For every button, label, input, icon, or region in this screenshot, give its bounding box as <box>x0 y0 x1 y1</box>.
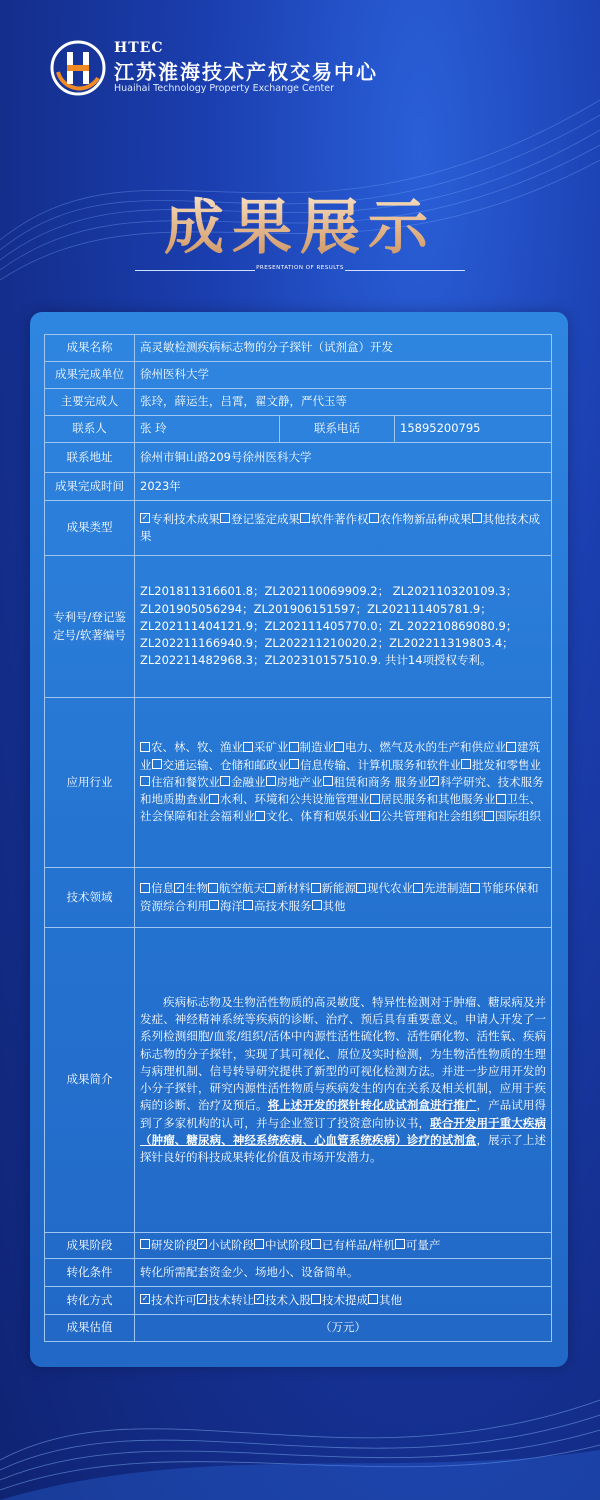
checkbox-option[interactable] <box>334 740 506 754</box>
checkbox-unchecked-icon[interactable] <box>311 883 321 893</box>
checkbox-label: 住宿和餐饮业 <box>151 774 220 789</box>
checkbox-label: 制造业 <box>299 740 334 755</box>
checkbox-unchecked-icon[interactable] <box>368 1294 378 1304</box>
checkbox-checked-icon[interactable]: ✓ <box>255 1294 263 1304</box>
checkbox-label: 房地产业 <box>276 774 323 789</box>
checkbox-option[interactable] <box>208 881 265 895</box>
checkbox-label: 航空航天 <box>219 881 265 896</box>
unit-label: 成果完成单位 <box>45 362 135 389</box>
checkbox-option[interactable] <box>140 1293 197 1307</box>
people-label: 主要完成人 <box>45 389 135 416</box>
checkbox-label: 研发阶段 <box>151 1237 197 1252</box>
checkbox-option[interactable] <box>254 1293 311 1307</box>
checkbox-checked-icon[interactable]: ✓ <box>175 882 183 892</box>
checkbox-unchecked-icon[interactable] <box>140 883 150 893</box>
brand-logo <box>48 38 378 108</box>
checkbox-label: 已有样品/样机 <box>322 1237 395 1252</box>
table-row <box>45 416 552 443</box>
checkbox-label: 科学研究、技术服务和地质勘查业 <box>140 774 544 807</box>
checkbox-checked-icon[interactable]: ✓ <box>198 1239 206 1249</box>
checkbox-option[interactable] <box>140 881 174 895</box>
checkbox-label: 可量产 <box>405 1237 441 1252</box>
checkbox-option[interactable] <box>140 740 243 754</box>
checkbox-option[interactable] <box>312 899 346 913</box>
summary-part-2: ，产品试用得到了多家机构的认可，并与企业签订了投资意向协议书， <box>140 1098 547 1130</box>
checkbox-option[interactable] <box>243 740 289 754</box>
checkbox-unchecked-icon[interactable] <box>208 883 218 893</box>
table-row <box>45 556 552 698</box>
checkbox-label: 高技术服务 <box>254 898 312 913</box>
summary-part-3: ，展示了上述探针良好的科技成果转化价值及市场开发潜力。 <box>140 1132 546 1164</box>
checkbox-label: 水利、环境和公共设施管理业 <box>220 792 370 807</box>
checkbox-checked-icon[interactable]: ✓ <box>141 1294 149 1304</box>
page-subtitle: PRESENTATION OF RESULTS <box>256 265 344 271</box>
checkbox-label: 其他技术成果 <box>140 511 540 543</box>
checkbox-unchecked-icon[interactable] <box>243 742 253 752</box>
checkbox-unchecked-icon[interactable] <box>506 742 516 752</box>
patent-line: ZL201905056294；ZL201906151597；ZL202111405781.9； <box>140 601 492 616</box>
checkbox-option[interactable] <box>369 512 472 526</box>
checkbox-option[interactable] <box>289 740 335 754</box>
valuation-label: 成果估值 <box>45 1315 135 1342</box>
type-options <box>135 501 552 556</box>
summary-part-1: 疾病标志物及生物活性物质的高灵敏度、特异性检测对于肿瘤、糖尿病及并发症、神经精神系统等疾病的诊断、治疗、预后具有重要意义。申请人开发了一系列检测细胞/血浆/组织/活体中内源性活性硫化物、活性硒化物、活性氧、疾病标志物的分子探针，实现了其可视化、原位及实时检测，为生物活性物质的生理与病理机制、信号转导研究提供了新型的可视化检测方法。并进一步应用开发的小分子探针，研究内源性活性物质与疾病发生的内在关系及相关机制，应用于疾病的诊断、治疗及预后。 <box>140 994 546 1113</box>
checkbox-unchecked-icon[interactable] <box>209 900 219 910</box>
checkbox-label: 技术提成 <box>322 1292 368 1307</box>
checkbox-option[interactable] <box>197 1293 254 1307</box>
checkbox-option[interactable] <box>243 899 312 913</box>
checkbox-label: 节能环保和资源综合利用 <box>140 881 539 913</box>
checkbox-option[interactable] <box>395 1238 441 1252</box>
checkbox-option[interactable] <box>140 512 220 526</box>
checkbox-option[interactable] <box>356 881 413 895</box>
checkbox-unchecked-icon[interactable] <box>311 1294 321 1304</box>
checkbox-checked-icon[interactable]: ✓ <box>430 776 438 786</box>
checkbox-label: 采矿业 <box>254 740 289 755</box>
checkbox-label: 批发和零售业 <box>472 757 541 772</box>
checkbox-label: 交通运输、仓储和邮政业 <box>162 757 289 772</box>
table-row <box>45 389 552 416</box>
summary-label: 成果简介 <box>45 928 135 1233</box>
achievement-table <box>44 334 552 1342</box>
table-row <box>45 1315 552 1342</box>
checkbox-unchecked-icon[interactable] <box>461 759 471 769</box>
checkbox-label: 居民服务和其他服务业 <box>380 792 496 807</box>
checkbox-option[interactable] <box>254 1238 311 1252</box>
summary-highlight-1: 将上述开发的探针转化成试剂盒进行推广 <box>267 1098 477 1113</box>
summary-highlight-2: 联合开发用于重大疾病（肿瘤、糖尿病、神经系统疾病、心血管系统疾病）诊疗的试剂盒 <box>140 1115 547 1147</box>
checkbox-option[interactable] <box>484 809 541 823</box>
checkbox-option[interactable] <box>311 881 357 895</box>
checkbox-unchecked-icon[interactable] <box>289 742 299 752</box>
checkbox-unchecked-icon[interactable] <box>255 811 265 821</box>
checkbox-unchecked-icon[interactable] <box>266 776 276 786</box>
checkbox-label: 技术入股 <box>265 1292 311 1307</box>
checkbox-label: 先进制造 <box>424 881 470 896</box>
phone-value: 15895200795 <box>395 416 552 443</box>
address-value: 徐州市铜山路209号徐州医科大学 <box>135 443 552 473</box>
checkbox-option[interactable] <box>174 881 208 895</box>
checkbox-option[interactable] <box>255 809 370 823</box>
checkbox-unchecked-icon[interactable] <box>356 883 366 893</box>
checkbox-unchecked-icon[interactable] <box>220 513 230 523</box>
table-row <box>45 868 552 928</box>
checkbox-unchecked-icon[interactable] <box>140 776 150 786</box>
contact-value: 张 玲 <box>135 416 280 443</box>
checkbox-label: 海洋 <box>220 898 243 913</box>
htec-logo-icon <box>48 38 108 98</box>
checkbox-unchecked-icon[interactable] <box>496 794 506 804</box>
checkbox-unchecked-icon[interactable] <box>413 883 423 893</box>
checkbox-option[interactable] <box>265 881 311 895</box>
checkbox-label: 小试阶段 <box>208 1237 254 1252</box>
checkbox-option[interactable] <box>368 1293 402 1307</box>
table-row <box>45 928 552 1233</box>
checkbox-label: 中试阶段 <box>265 1237 311 1252</box>
summary-text <box>135 928 552 1233</box>
checkbox-unchecked-icon[interactable] <box>209 794 219 804</box>
stage-options <box>135 1233 552 1259</box>
checkbox-option[interactable] <box>209 899 243 913</box>
checkbox-checked-icon[interactable]: ✓ <box>141 513 149 523</box>
condition-label: 转化条件 <box>45 1259 135 1287</box>
checkbox-label: 新能源 <box>321 881 356 896</box>
patent-line: ZL202211166940.9；ZL202211210020.2；ZL202211319803.4； <box>140 636 514 651</box>
checkbox-label: 软件著作权 <box>311 511 369 526</box>
checkbox-option[interactable] <box>370 809 485 823</box>
table-row <box>45 443 552 473</box>
checkbox-label: 新材料 <box>276 881 311 896</box>
checkbox-unchecked-icon[interactable] <box>470 883 480 893</box>
name-label: 成果名称 <box>45 335 135 362</box>
checkbox-option[interactable] <box>152 758 290 772</box>
checkbox-unchecked-icon[interactable] <box>243 900 253 910</box>
checkbox-unchecked-icon[interactable] <box>140 742 150 752</box>
checkbox-label: 其他 <box>322 898 346 913</box>
checkbox-option[interactable] <box>311 1238 395 1252</box>
address-label: 联系地址 <box>45 443 135 473</box>
table-row <box>45 501 552 556</box>
checkbox-unchecked-icon[interactable] <box>472 513 482 523</box>
brand-abbr: HTEC <box>114 40 164 56</box>
checkbox-unchecked-icon[interactable] <box>220 776 230 786</box>
page-title: 成果展示 <box>0 180 600 266</box>
checkbox-label: 文化、体育和娱乐业 <box>266 809 370 824</box>
patent-line: ZL201811316601.8；ZL202110069909.2； ZL202110320109.3； <box>140 584 518 599</box>
table-row <box>45 335 552 362</box>
industry-label: 应用行业 <box>45 698 135 868</box>
checkbox-label: 现代农业 <box>367 881 413 896</box>
checkbox-label: 租赁和商务 服务业 <box>333 774 430 789</box>
time-value: 2023年 <box>135 473 552 501</box>
table-row <box>45 1287 552 1315</box>
people-value: 张玲，薛运生，吕霄，翟文静，严代玉等 <box>135 389 552 416</box>
patent-label: 专利号/登记鉴定号/软著编号 <box>45 556 135 698</box>
background-wave-bottom <box>0 1340 600 1500</box>
checkbox-option[interactable] <box>370 792 496 806</box>
checkbox-unchecked-icon[interactable] <box>300 513 310 523</box>
checkbox-unchecked-icon[interactable] <box>140 1239 150 1249</box>
brand-name-cn: 江苏淮海技术产权交易中心 <box>114 60 378 84</box>
checkbox-option[interactable] <box>220 775 266 789</box>
checkbox-label: 专利技术成果 <box>151 511 220 526</box>
checkbox-option[interactable] <box>461 758 541 772</box>
checkbox-unchecked-icon[interactable] <box>484 811 494 821</box>
checkbox-unchecked-icon[interactable] <box>289 759 299 769</box>
contact-label: 联系人 <box>45 416 135 443</box>
checkbox-label: 登记鉴定成果 <box>231 511 300 526</box>
checkbox-option[interactable] <box>220 512 300 526</box>
checkbox-label: 卫生、社会保障和社会福利业 <box>140 792 541 824</box>
tech-options <box>135 868 552 928</box>
checkbox-option[interactable] <box>289 758 461 772</box>
checkbox-unchecked-icon[interactable] <box>395 1239 405 1249</box>
checkbox-option[interactable] <box>311 1293 368 1307</box>
condition-value: 转化所需配套资金少、场地小、设备简单。 <box>135 1259 552 1287</box>
checkbox-unchecked-icon[interactable] <box>369 513 379 523</box>
checkbox-unchecked-icon[interactable] <box>334 742 344 752</box>
time-label: 成果完成时间 <box>45 473 135 501</box>
checkbox-option[interactable] <box>197 1238 254 1252</box>
checkbox-label: 技术转让 <box>208 1292 254 1307</box>
patent-list <box>135 556 552 698</box>
patent-line: ZL202211482968.3；ZL202310157510.9. 共计14项授权专利。 <box>140 653 492 668</box>
table-row <box>45 1259 552 1287</box>
unit-value: 徐州医科大学 <box>135 362 552 389</box>
table-row <box>45 473 552 501</box>
checkbox-unchecked-icon[interactable] <box>370 811 380 821</box>
checkbox-label: 信息 <box>151 881 174 896</box>
mode-options <box>135 1287 552 1315</box>
checkbox-unchecked-icon[interactable] <box>152 759 162 769</box>
checkbox-label: 信息传输、计算机服务和软件业 <box>300 757 461 772</box>
checkbox-unchecked-icon[interactable] <box>254 1239 264 1249</box>
brand-name-en: Huaihai Technology Property Exchange Center <box>114 83 334 94</box>
checkbox-label: 农作物新品种成果 <box>379 511 472 526</box>
checkbox-unchecked-icon[interactable] <box>370 794 380 804</box>
checkbox-label: 国际组织 <box>495 809 541 824</box>
tech-label: 技术领域 <box>45 868 135 928</box>
table-row <box>45 362 552 389</box>
mode-label: 转化方式 <box>45 1287 135 1315</box>
checkbox-unchecked-icon[interactable] <box>265 883 275 893</box>
checkbox-label: 技术许可 <box>151 1292 197 1307</box>
checkbox-option[interactable] <box>413 881 470 895</box>
phone-label: 联系电话 <box>280 416 395 443</box>
checkbox-unchecked-icon[interactable] <box>323 776 333 786</box>
checkbox-option[interactable] <box>209 792 370 806</box>
checkbox-label: 农、林、牧、渔业 <box>151 740 243 755</box>
checkbox-unchecked-icon[interactable] <box>312 900 322 910</box>
checkbox-unchecked-icon[interactable] <box>311 1239 321 1249</box>
table-row <box>45 698 552 868</box>
stage-label: 成果阶段 <box>45 1233 135 1259</box>
valuation-value: （万元） <box>135 1315 552 1342</box>
checkbox-option[interactable] <box>300 512 369 526</box>
checkbox-option[interactable] <box>323 775 430 789</box>
checkbox-label: 公共管理和社会组织 <box>380 809 484 824</box>
checkbox-option[interactable] <box>266 775 323 789</box>
checkbox-label: 金融业 <box>231 774 266 789</box>
patent-line: ZL202111404121.9；ZL202111405770.0；ZL 202210869080.9； <box>140 618 518 633</box>
checkbox-label: 其他 <box>379 1292 402 1307</box>
checkbox-option[interactable] <box>140 775 220 789</box>
checkbox-label: 建筑业 <box>140 740 540 772</box>
table-row <box>45 1233 552 1259</box>
industry-options <box>135 698 552 868</box>
checkbox-label: 生物 <box>185 881 208 896</box>
checkbox-option[interactable] <box>140 1238 197 1252</box>
checkbox-checked-icon[interactable]: ✓ <box>198 1294 206 1304</box>
name-value: 高灵敏检测疾病标志物的分子探针（试剂盒）开发 <box>135 335 552 362</box>
checkbox-label: 电力、燃气及水的生产和供应业 <box>345 740 506 755</box>
type-label: 成果类型 <box>45 501 135 556</box>
